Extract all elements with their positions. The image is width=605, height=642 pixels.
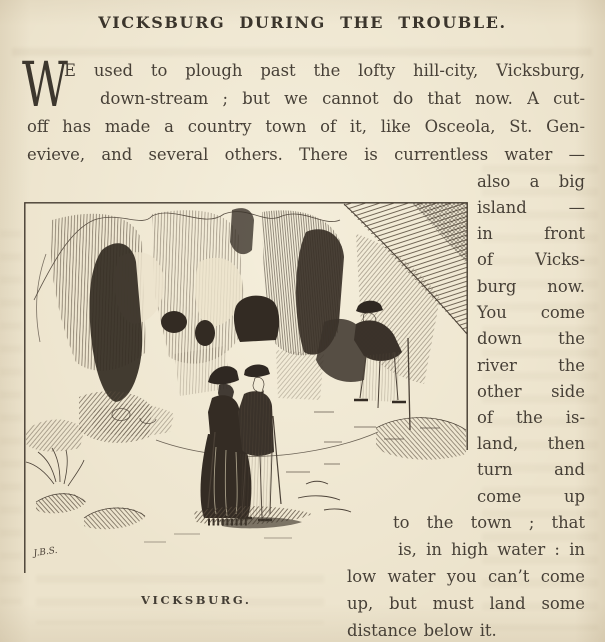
body-line: evieve, and several others. There is currentless water — [27,145,585,164]
wrap-line: You come [477,303,585,322]
body-line: E used to plough past the lofty hill-city, Vicksburg, [64,61,585,80]
artist-signature: J.B.S. [33,545,59,559]
vicksburg-illustration [24,202,468,574]
body-line: down-stream ; but we cannot do that now. A cut- [100,89,585,108]
body-line: up, but must land some [347,594,585,613]
engraving-artwork [24,202,468,574]
chapter-title: VICKSBURG DURING THE TROUBLE. [98,13,507,32]
wrap-line: down the [477,329,585,348]
wrap-line: of Vicks- [477,250,585,269]
body-line: low water you can’t come [347,567,585,586]
bleed-through-smudge [0,215,22,605]
body-line: is, in high water : in [398,540,585,559]
wrap-line: come up [477,487,585,506]
wrap-line: in front [477,224,585,243]
wrap-line: island — [477,198,585,217]
body-line: to the town ; that [393,513,585,532]
body-line: distance below it. [347,621,497,640]
illustration-caption: VICKSBURG. [141,593,252,607]
wrap-line: also a big [477,172,585,191]
wrap-line: of the is- [477,408,585,427]
drop-cap: W [22,48,68,121]
body-line: off has made a country town of it, like Osceola, St. Gen- [27,117,585,136]
wrap-line: river the [477,356,585,375]
wrap-line: land, then [477,434,585,453]
wrap-line: other side [477,382,585,401]
engraving-linework [26,203,467,542]
wrap-line: turn and [477,460,585,479]
bleed-through-smudge [12,33,592,60]
wrap-line: burg now. [477,277,585,296]
